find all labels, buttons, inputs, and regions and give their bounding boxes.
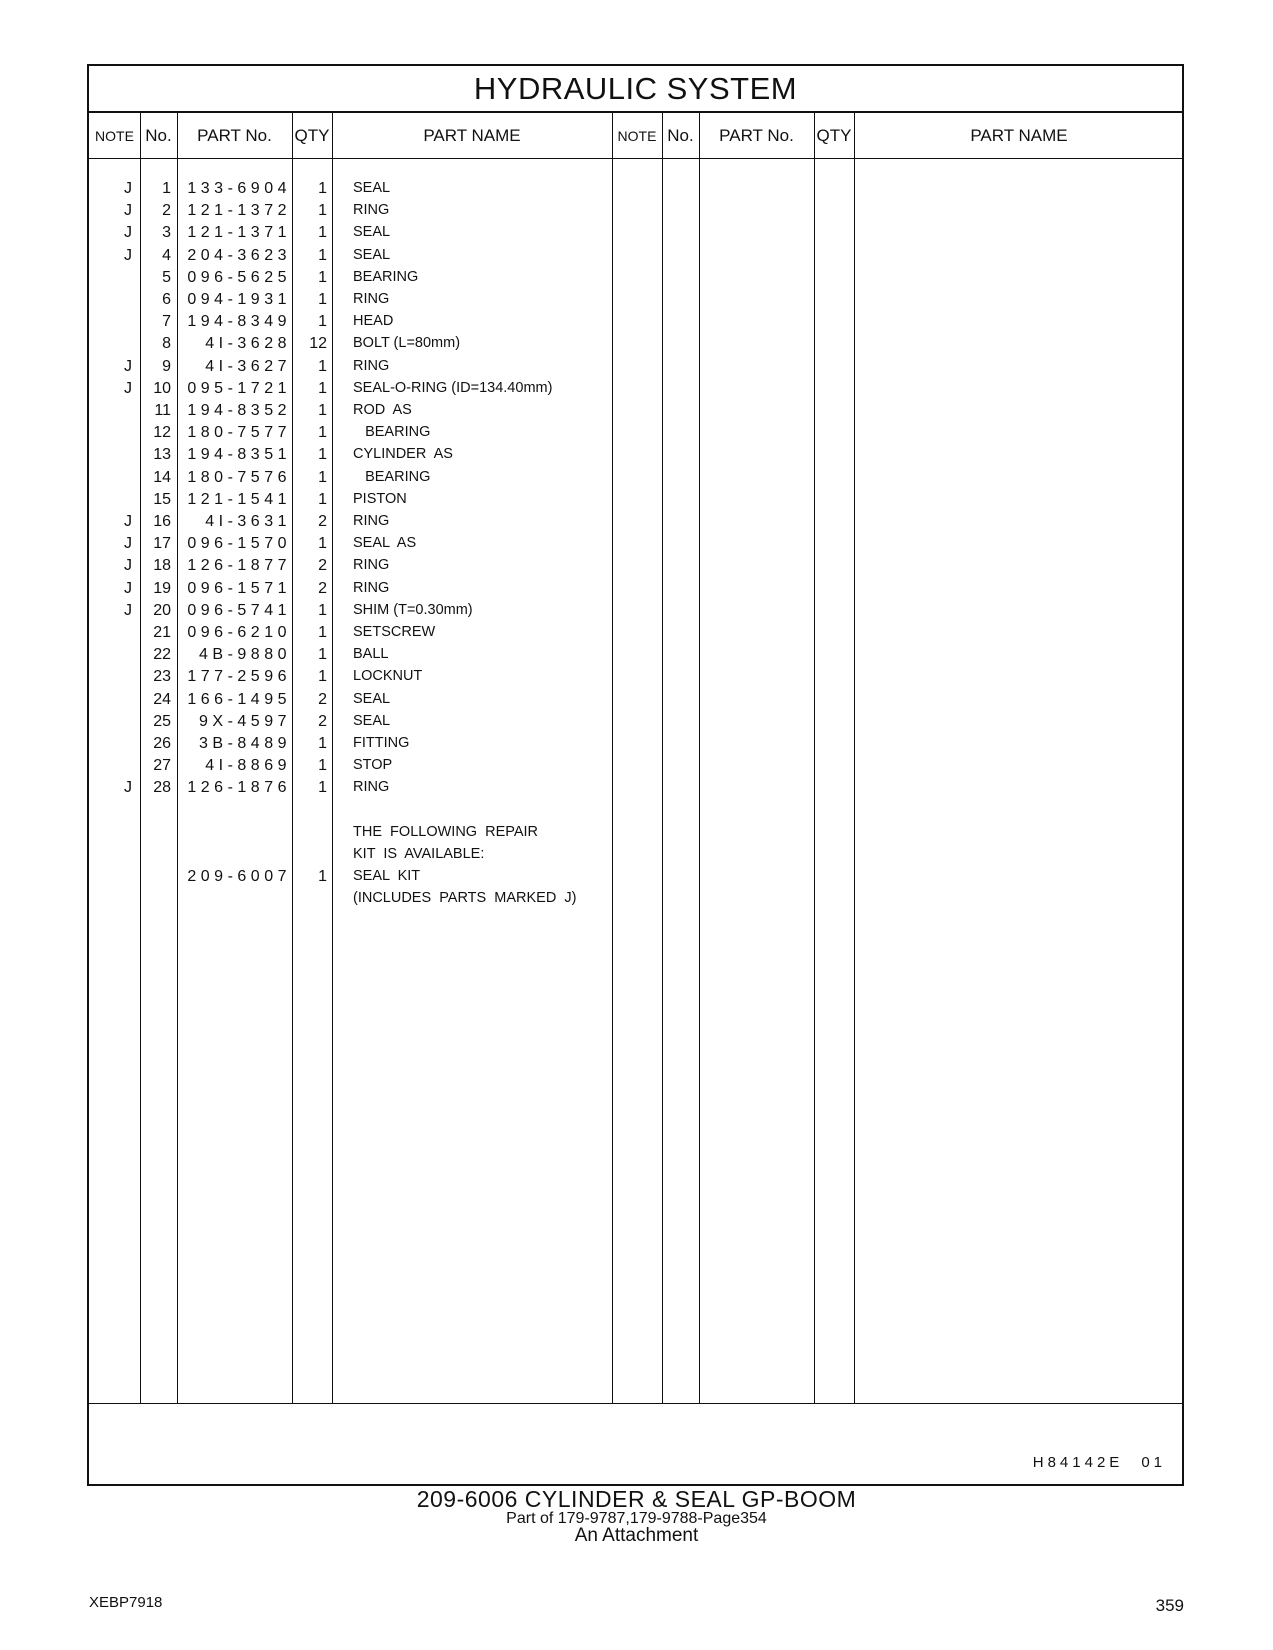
row-note: J (124, 779, 132, 797)
row-quantity: 1 (318, 446, 327, 464)
row-number: 20 (153, 601, 171, 619)
row-number: 21 (153, 624, 171, 641)
row-part-name: FITTING (353, 735, 410, 751)
table-row (89, 177, 1182, 200)
row-part-name: RING (353, 202, 390, 219)
row-number: 3 (162, 224, 171, 242)
page-number: 359 (1155, 1596, 1184, 1615)
row-part-name: STOP (353, 757, 393, 774)
row-number: 25 (153, 712, 171, 730)
header-part-name: PART NAME (970, 126, 1068, 145)
row-note (89, 821, 132, 844)
row-number: 2 (162, 202, 171, 220)
document-revision: 01 (1141, 1454, 1166, 1471)
row-quantity: 1 (318, 402, 327, 419)
row-part-name: SHIM (T=0.30mm) (353, 601, 473, 618)
row-number: 12 (153, 424, 171, 442)
table-row (89, 421, 1182, 444)
table-row (89, 843, 1182, 866)
row-number: 18 (153, 557, 171, 575)
header-no: No. (667, 126, 694, 145)
row-part-number: 121-1371 (187, 224, 291, 242)
assembly-title: 209-6006 CYLINDER & SEAL GP-BOOM (416, 1486, 857, 1512)
row-part-number: 4I-3631 (205, 513, 291, 530)
table-row (89, 532, 1182, 555)
row-note: J (124, 601, 132, 619)
row-part-name: SEAL (353, 246, 391, 263)
header-qty: QTY (816, 126, 852, 145)
row-part-number (181, 843, 291, 866)
row-part-number: 126-1877 (187, 557, 291, 575)
table-row (89, 599, 1182, 622)
row-quantity (297, 887, 327, 910)
row-quantity (297, 843, 327, 866)
row-number: 16 (153, 513, 171, 530)
row-note (89, 688, 132, 711)
row-quantity: 1 (318, 291, 327, 308)
row-number: 8 (162, 335, 171, 353)
row-quantity: 2 (318, 579, 327, 597)
row-number: 4 (162, 246, 171, 264)
row-part-number: 094-1931 (187, 291, 291, 308)
row-part-name: BEARING (353, 268, 419, 285)
row-number: 23 (153, 668, 171, 686)
row-part-number: 194-8352 (187, 402, 291, 419)
parts-table-frame (87, 64, 1184, 1486)
row-part-name: KIT IS AVAILABLE: (353, 846, 485, 862)
row-number (140, 821, 171, 844)
table-row (89, 443, 1182, 466)
row-part-number (181, 821, 291, 844)
row-part-name (353, 799, 643, 822)
table-row (89, 554, 1182, 577)
row-part-number: 3B-8489 (199, 735, 291, 752)
row-part-number: 4I-3627 (205, 357, 291, 375)
row-quantity: 1 (318, 535, 327, 553)
row-note: J (124, 224, 132, 242)
row-number: 22 (153, 646, 171, 664)
row-part-number: 133-6904 (187, 180, 291, 197)
table-row (89, 887, 1182, 910)
row-part-name: SEAL (353, 224, 391, 241)
row-number (140, 843, 171, 866)
table-row (89, 621, 1182, 644)
row-part-name: CYLINDER AS (353, 446, 453, 463)
row-quantity (297, 821, 327, 844)
table-row (89, 799, 1182, 822)
row-part-name: SETSCREW (353, 624, 436, 640)
row-quantity: 1 (318, 779, 327, 797)
row-part-name: THE FOLLOWING REPAIR (353, 823, 539, 840)
row-part-number: 096-1570 (187, 535, 291, 553)
row-note: J (124, 180, 132, 197)
row-quantity: 1 (318, 379, 327, 397)
header-part-name: PART NAME (423, 126, 521, 145)
row-quantity: 1 (318, 490, 327, 508)
table-row (89, 643, 1182, 666)
row-part-number: 096-5625 (187, 268, 291, 286)
row-quantity: 1 (318, 624, 327, 641)
row-part-name: HEAD (353, 313, 394, 330)
page-title: HYDRAULIC SYSTEM (89, 66, 1182, 113)
row-part-number: 180-7577 (187, 424, 291, 442)
row-note: J (124, 379, 132, 397)
row-note (89, 488, 132, 511)
row-quantity: 1 (318, 468, 327, 486)
table-row (89, 332, 1182, 355)
row-part-number: 180-7576 (187, 468, 291, 486)
row-part-number: 4I-3628 (205, 335, 291, 353)
row-part-name: SEAL KIT (353, 868, 421, 885)
header-part-no: PART No. (719, 126, 794, 145)
row-part-number: 096-5741 (187, 601, 291, 619)
row-part-name: RING (353, 291, 390, 307)
row-part-name: BOLT (L=80mm) (353, 335, 461, 352)
row-note (89, 399, 132, 422)
row-part-name: SEAL-O-RING (ID=134.40mm) (353, 379, 553, 396)
row-quantity: 2 (318, 690, 327, 708)
row-quantity: 2 (318, 712, 327, 730)
row-number: 1 (162, 180, 171, 197)
row-note (89, 754, 132, 777)
row-part-name: RING (353, 779, 390, 796)
row-quantity (297, 799, 327, 822)
row-part-number: 096-6210 (187, 624, 291, 641)
row-quantity: 1 (318, 735, 327, 752)
table-row (89, 488, 1182, 511)
row-number: 15 (153, 490, 171, 508)
row-part-number: 121-1541 (187, 490, 291, 508)
row-quantity: 1 (318, 601, 327, 619)
row-part-number: 126-1876 (187, 779, 291, 797)
row-part-name: BEARING (353, 468, 431, 485)
row-number: 7 (162, 313, 171, 331)
table-row (89, 710, 1182, 733)
row-note (89, 310, 132, 333)
row-number: 27 (153, 757, 171, 775)
row-number: 17 (153, 535, 171, 553)
table-row (89, 510, 1182, 533)
row-note (89, 843, 132, 866)
row-quantity: 1 (318, 357, 327, 375)
row-note (89, 332, 132, 355)
row-quantity: 1 (318, 268, 327, 286)
table-row (89, 754, 1182, 777)
row-number: 14 (153, 468, 171, 486)
row-quantity: 1 (318, 224, 327, 242)
row-note: J (124, 557, 132, 575)
row-part-name: SEAL AS (353, 535, 417, 552)
row-part-name: SEAL (353, 712, 391, 729)
table-row (89, 199, 1182, 222)
row-part-name: LOCKNUT (353, 668, 423, 685)
row-quantity: 2 (318, 557, 327, 575)
row-note (89, 443, 132, 466)
row-note (89, 732, 132, 755)
row-note (89, 710, 132, 733)
row-note (89, 799, 132, 822)
row-note (89, 266, 132, 289)
row-part-number: 096-1571 (187, 579, 291, 597)
row-number: 5 (162, 268, 171, 286)
row-quantity: 1 (318, 424, 327, 442)
table-row (89, 776, 1182, 799)
table-row (89, 355, 1182, 378)
row-number: 24 (153, 690, 171, 708)
table-row (89, 266, 1182, 289)
row-note (89, 288, 132, 311)
row-part-name: ROD AS (353, 402, 412, 418)
row-part-number: 4I-8869 (205, 757, 291, 775)
header-part-no: PART No. (197, 126, 272, 145)
footer-divider (89, 1403, 1182, 1404)
row-number: 13 (153, 446, 171, 464)
row-quantity: 2 (318, 513, 327, 530)
row-part-name: RING (353, 557, 390, 574)
header-note: NOTE (95, 128, 134, 144)
table-row (89, 399, 1182, 422)
row-note: J (124, 246, 132, 264)
table-row (89, 244, 1182, 267)
table-row (89, 466, 1182, 489)
row-part-name: SEAL (353, 690, 391, 707)
row-part-name: RING (353, 513, 390, 529)
row-note (89, 865, 132, 888)
row-part-number: 166-1495 (187, 690, 291, 708)
row-quantity: 12 (309, 335, 327, 353)
row-note: J (124, 357, 132, 375)
row-part-name: BEARING (353, 424, 431, 441)
row-note (89, 887, 132, 910)
header-qty: QTY (294, 126, 330, 145)
table-row (89, 288, 1182, 311)
row-number (140, 799, 171, 822)
row-note (89, 665, 132, 688)
row-part-number (181, 799, 291, 822)
table-row (89, 732, 1182, 755)
row-number: 26 (153, 735, 171, 752)
row-number: 11 (154, 402, 171, 419)
row-note (89, 421, 132, 444)
row-note: J (124, 513, 132, 530)
row-part-number: 194-8349 (187, 313, 291, 331)
document-code (1033, 1454, 1166, 1471)
row-note: J (124, 535, 132, 553)
row-part-name: SEAL (353, 180, 391, 196)
row-quantity: 1 (318, 668, 327, 686)
row-note: J (124, 579, 132, 597)
row-part-number: 209-6007 (187, 868, 291, 886)
row-part-number: 204-3623 (187, 246, 291, 264)
row-note (89, 643, 132, 666)
row-number (140, 865, 171, 888)
row-part-name: RING (353, 357, 390, 374)
document-id: XEBP7918 (89, 1594, 163, 1611)
table-row (89, 221, 1182, 244)
header-note: NOTE (617, 128, 657, 144)
row-quantity: 1 (318, 202, 327, 220)
header-no: No. (145, 126, 172, 145)
assembly-reference: Part of 179-9787,179-9788-Page354 (506, 1510, 767, 1527)
row-quantity: 1 (318, 246, 327, 264)
row-quantity: 1 (318, 757, 327, 775)
table-row (89, 688, 1182, 711)
row-number: 28 (153, 779, 171, 797)
row-part-number: 194-8351 (187, 446, 291, 464)
row-number: 6 (162, 291, 171, 308)
row-part-number (181, 887, 291, 910)
row-part-name: (INCLUDES PARTS MARKED J) (353, 890, 577, 907)
assembly-attachment-note: An Attachment (574, 1525, 699, 1546)
row-part-number: 095-1721 (187, 379, 291, 397)
row-part-number: 121-1372 (187, 202, 291, 220)
row-number: 19 (153, 579, 171, 597)
row-part-name: RING (353, 579, 390, 596)
row-quantity: 1 (318, 313, 327, 331)
table-row (89, 310, 1182, 333)
row-part-number: 4B-9880 (199, 646, 291, 664)
row-number (140, 887, 171, 910)
table-row (89, 865, 1182, 888)
table-row (89, 377, 1182, 400)
table-row (89, 577, 1182, 600)
row-part-number: 177-2596 (187, 668, 291, 686)
row-quantity: 1 (318, 868, 327, 886)
row-quantity: 1 (318, 180, 327, 197)
row-number: 10 (153, 379, 171, 397)
row-note (89, 621, 132, 644)
document-code-id: H84142E (1032, 1454, 1124, 1471)
row-part-name: PISTON (353, 490, 407, 507)
row-note (89, 466, 132, 489)
table-row (89, 821, 1182, 844)
row-quantity: 1 (318, 646, 327, 664)
row-number: 9 (162, 357, 171, 375)
row-part-name: BALL (353, 646, 389, 663)
row-part-number: 9X-4597 (199, 712, 291, 730)
table-row (89, 665, 1182, 688)
row-note: J (124, 202, 132, 220)
